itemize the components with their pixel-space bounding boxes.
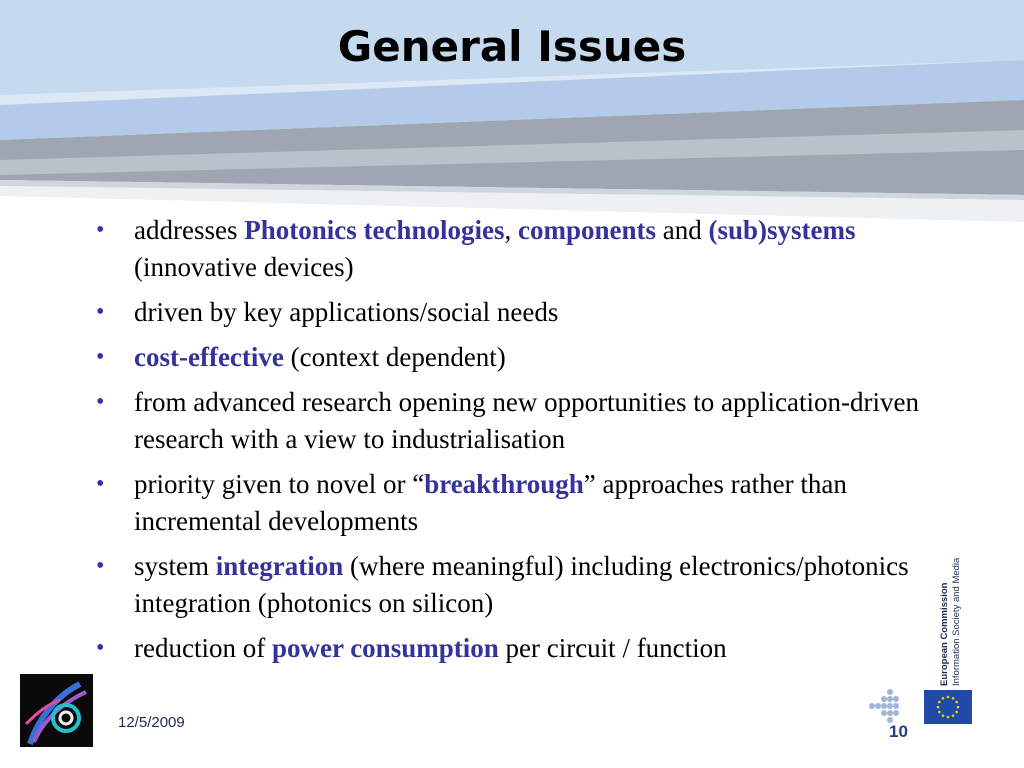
bullet-text: system (134, 551, 216, 581)
bullet-text: driven by key applications/social needs (134, 297, 559, 327)
eu-star-icon (955, 701, 958, 704)
bullet-text: priority given to novel or “ (134, 469, 425, 499)
eu-star-icon (947, 716, 950, 719)
bullet-text: per circuit / function (498, 633, 727, 663)
eu-star-icon (938, 711, 941, 714)
bullet-text: , (504, 215, 518, 245)
bullet-text: (where meaningful) including electronics/photonics integration (photonics on silicon) (134, 551, 909, 618)
bullet-text: reduction of (134, 633, 272, 663)
bullet-item (96, 466, 956, 540)
eu-star-icon (955, 711, 958, 714)
highlight-term: integration (215, 551, 344, 581)
bullet-item (96, 212, 956, 286)
bullet-text: addresses (134, 215, 245, 245)
bullet-text: from advanced research opening new opportunities to application-driven research with a view to industrialisation (134, 387, 919, 454)
ec-line-2: Information Society and Media (951, 557, 962, 686)
eu-star-icon (952, 697, 955, 700)
page-number: 10 (889, 722, 908, 741)
photonics-swirl-logo (20, 674, 93, 747)
bullet-text: (context dependent) (283, 342, 506, 372)
eu-star-icon (942, 697, 945, 700)
bullet-item (96, 294, 956, 331)
ec-line-1: European Commission (939, 582, 950, 686)
eu-star-icon (942, 714, 945, 717)
highlight-term: Photonics technologies (244, 215, 505, 245)
bullet-item (96, 339, 956, 376)
bullet-item (96, 384, 956, 458)
highlight-term: components (517, 215, 656, 245)
highlight-term: breakthrough (424, 469, 584, 499)
bullet-text: and (655, 215, 709, 245)
bullet-item (96, 630, 956, 667)
slide-date: 12/5/2009 (118, 714, 185, 731)
eu-star-icon (957, 706, 960, 709)
eu-star-icon (937, 706, 940, 709)
highlight-term: power consumption (271, 633, 499, 663)
eu-star-icon (938, 701, 941, 704)
dots-logo-icon (868, 688, 912, 724)
bullet-item (96, 548, 956, 622)
bullet-icon: • (96, 553, 105, 579)
eu-flag-icon (924, 690, 972, 724)
bullet-text: ” approaches rather than incremental developments (134, 469, 847, 536)
eu-star-icon (947, 696, 950, 699)
bullet-text: (innovative devices) (134, 252, 354, 282)
bullet-icon: • (96, 635, 105, 661)
bullet-icon: • (96, 344, 105, 370)
bullet-icon: • (96, 299, 105, 325)
bullet-list (96, 212, 956, 675)
bullet-icon: • (96, 217, 105, 243)
european-commission-label (936, 556, 964, 686)
bullet-icon: • (96, 389, 105, 415)
highlight-term: (sub)systems (708, 215, 856, 245)
highlight-term: cost-effective (134, 342, 284, 372)
eu-star-icon (952, 714, 955, 717)
bullet-icon: • (96, 471, 105, 497)
slide-title: General Issues (337, 22, 687, 71)
